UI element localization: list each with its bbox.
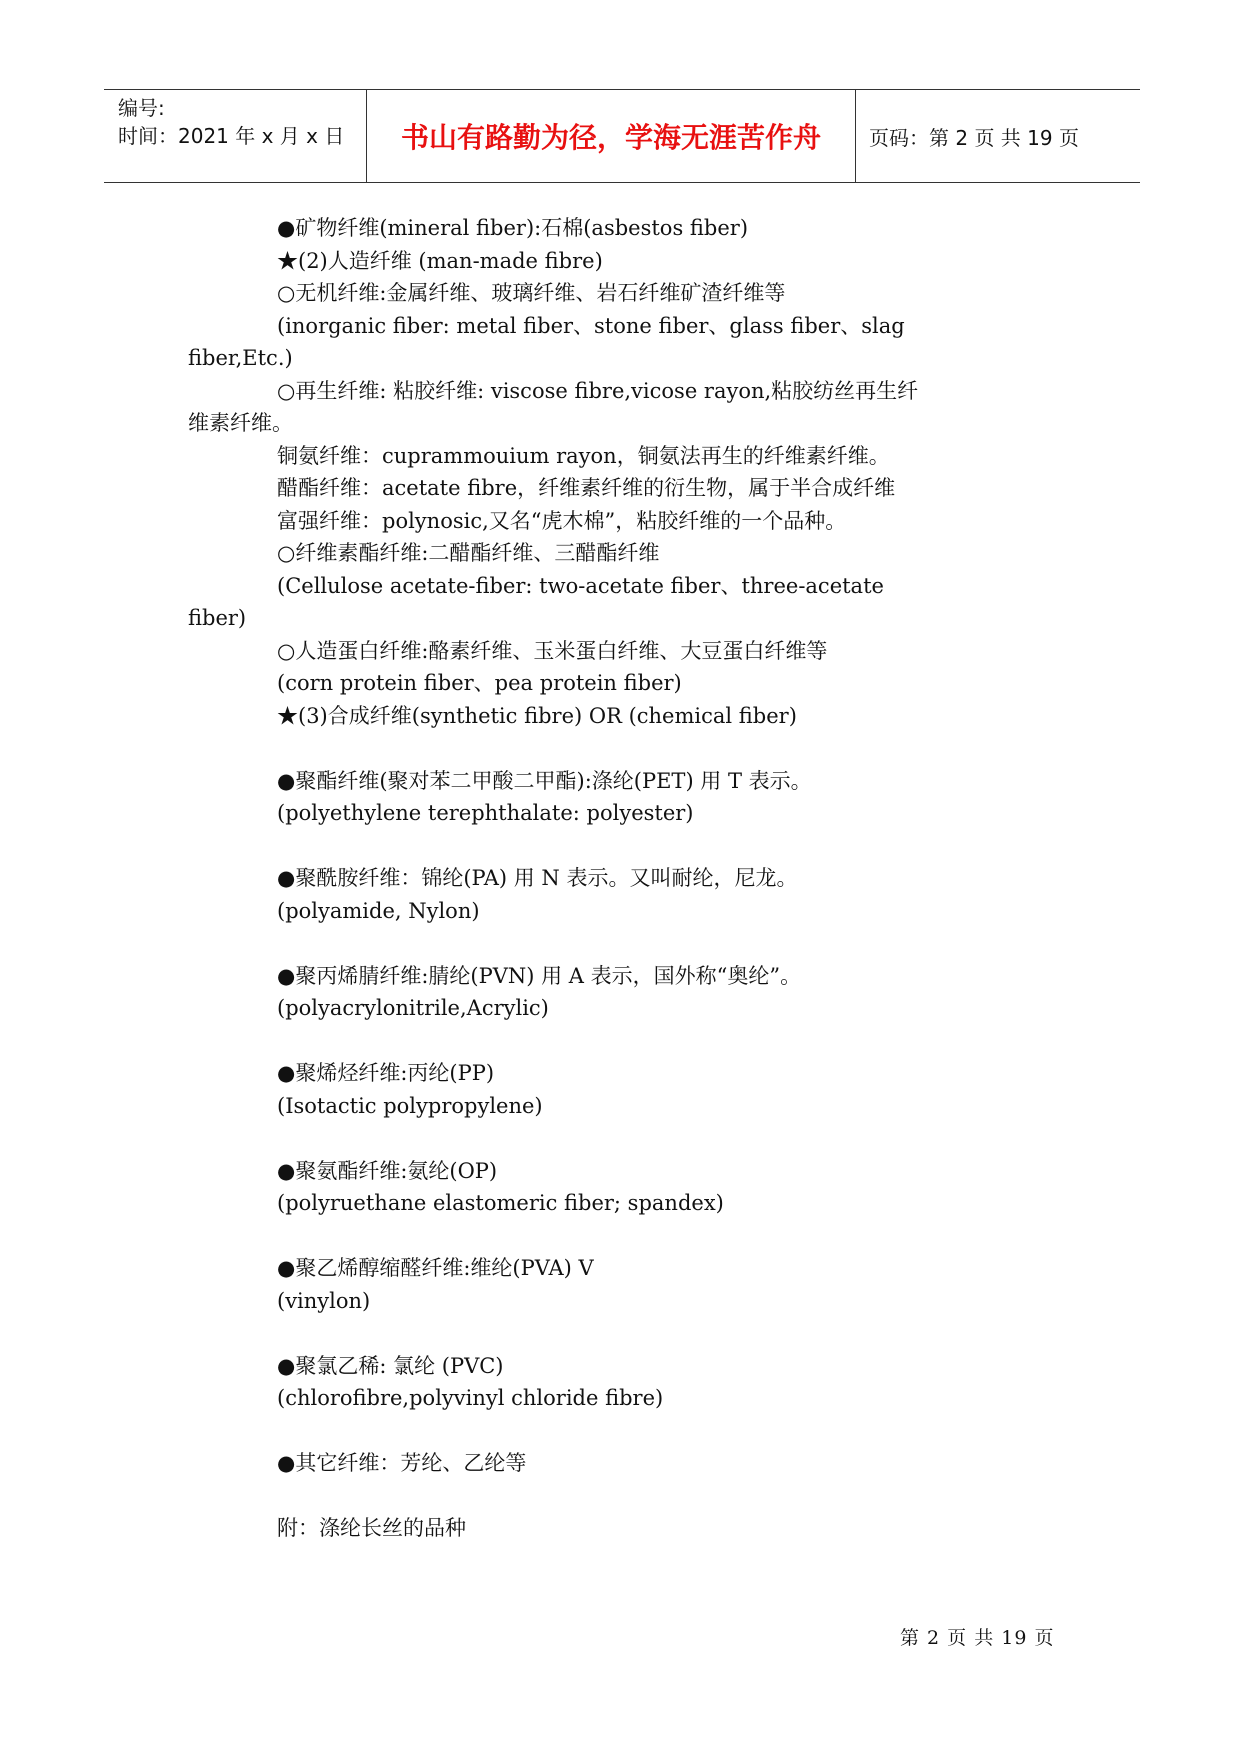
header-page-number: 页码：第 2 页 共 19 页 bbox=[869, 125, 1079, 150]
text-line: (corn protein fiber、pea protein fiber) bbox=[277, 671, 682, 695]
fiber-item: ●聚乙烯醇缩醛纤维:维纶(PVA) V bbox=[277, 1256, 594, 1280]
text-line: fiber) bbox=[188, 606, 247, 630]
appendix-heading: 附：涤纶长丝的品种 bbox=[277, 1516, 466, 1540]
fiber-item-english: (Isotactic polypropylene) bbox=[277, 1093, 543, 1118]
blank-line bbox=[188, 1025, 1068, 1058]
fiber-item: ●聚氨酯纤维:氨纶(OP) bbox=[277, 1158, 498, 1183]
fiber-item: ●其它纤维：芳纶、乙纶等 bbox=[277, 1451, 527, 1475]
document-body bbox=[188, 212, 1068, 1545]
page-header bbox=[104, 89, 1140, 183]
text-line: 铜氨纤维：cuprammouium rayon，铜氨法再生的纤维素纤维。 bbox=[277, 443, 890, 468]
text-line: ○再生纤维: 粘胶纤维: viscose fibre,vicose rayon,粘胶纺丝再生纤 bbox=[277, 378, 919, 403]
blank-line bbox=[188, 1220, 1068, 1253]
section-heading: ★(2)人造纤维 (man-made fibre) bbox=[277, 248, 603, 273]
fiber-item: ●聚烯烃纤维:丙纶(PP) bbox=[277, 1061, 495, 1085]
text-line: 维素纤维。 bbox=[188, 411, 293, 435]
text-line: 醋酯纤维：acetate fibre，纤维素纤维的衍生物，属于半合成纤维 bbox=[277, 476, 896, 500]
blank-line bbox=[188, 1122, 1068, 1155]
text-line: ○纤维素酯纤维:二醋酯纤维、三醋酯纤维 bbox=[277, 541, 660, 565]
document-number-label: 编号: bbox=[118, 96, 165, 120]
header-meta bbox=[104, 90, 366, 182]
blank-line bbox=[188, 1415, 1068, 1448]
header-motto: 书山有路勤为径，学海无涯苦作舟 bbox=[366, 90, 856, 182]
section-heading: ★(3)合成纤维(synthetic fibre) OR (chemical fiber) bbox=[277, 703, 797, 728]
fiber-item: ●聚氯乙稀: 氯纶 (PVC) bbox=[277, 1353, 504, 1378]
blank-line bbox=[188, 732, 1068, 765]
blank-line bbox=[188, 830, 1068, 863]
text-line: 富强纤维：polynosic,又名“虎木棉”，粘胶纤维的一个品种。 bbox=[277, 508, 847, 533]
fiber-item-english: (polyamide, Nylon) bbox=[277, 898, 480, 923]
text-line: (inorganic fiber: metal fiber、stone fiber、glass fiber、slag bbox=[277, 313, 905, 338]
fiber-item-english: (polyethylene terephthalate: polyester) bbox=[277, 801, 694, 825]
text-line: ○无机纤维:金属纤维、玻璃纤维、岩石纤维矿渣纤维等 bbox=[277, 281, 786, 305]
text-line: fiber,Etc.) bbox=[188, 346, 293, 370]
fiber-item: ●聚酰胺纤维：锦纶(PA) 用 N 表示。又叫耐纶，尼龙。 bbox=[277, 866, 798, 890]
text-line: ○人造蛋白纤维:酪素纤维、玉米蛋白纤维、大豆蛋白纤维等 bbox=[277, 638, 828, 663]
blank-line bbox=[188, 1480, 1068, 1513]
page-footer: 第 2 页 共 19 页 bbox=[900, 1627, 1055, 1649]
blank-line bbox=[188, 1317, 1068, 1350]
document-time-label: 时间：2021 年 x 月 x 日 bbox=[118, 124, 345, 148]
fiber-item-english: (chlorofibre,polyvinyl chloride fibre) bbox=[277, 1386, 664, 1410]
fiber-item-english: (vinylon) bbox=[277, 1288, 371, 1313]
blank-line bbox=[188, 927, 1068, 960]
fiber-item: ●聚酯纤维(聚对苯二甲酸二甲酯):涤纶(PET) 用 T 表示。 bbox=[277, 768, 812, 793]
text-line: (Cellulose acetate-fiber: two-acetate fiber、three-acetate bbox=[277, 573, 884, 598]
fiber-item: ●聚丙烯腈纤维:腈纶(PVN) 用 A 表示，国外称“奥纶”。 bbox=[277, 963, 802, 988]
text-line: ●矿物纤维(mineral fiber):石棉(asbestos fiber) bbox=[277, 216, 749, 240]
fiber-item-english: (polyruethane elastomeric fiber; spandex) bbox=[277, 1191, 724, 1215]
fiber-item-english: (polyacrylonitrile,Acrylic) bbox=[277, 996, 549, 1020]
